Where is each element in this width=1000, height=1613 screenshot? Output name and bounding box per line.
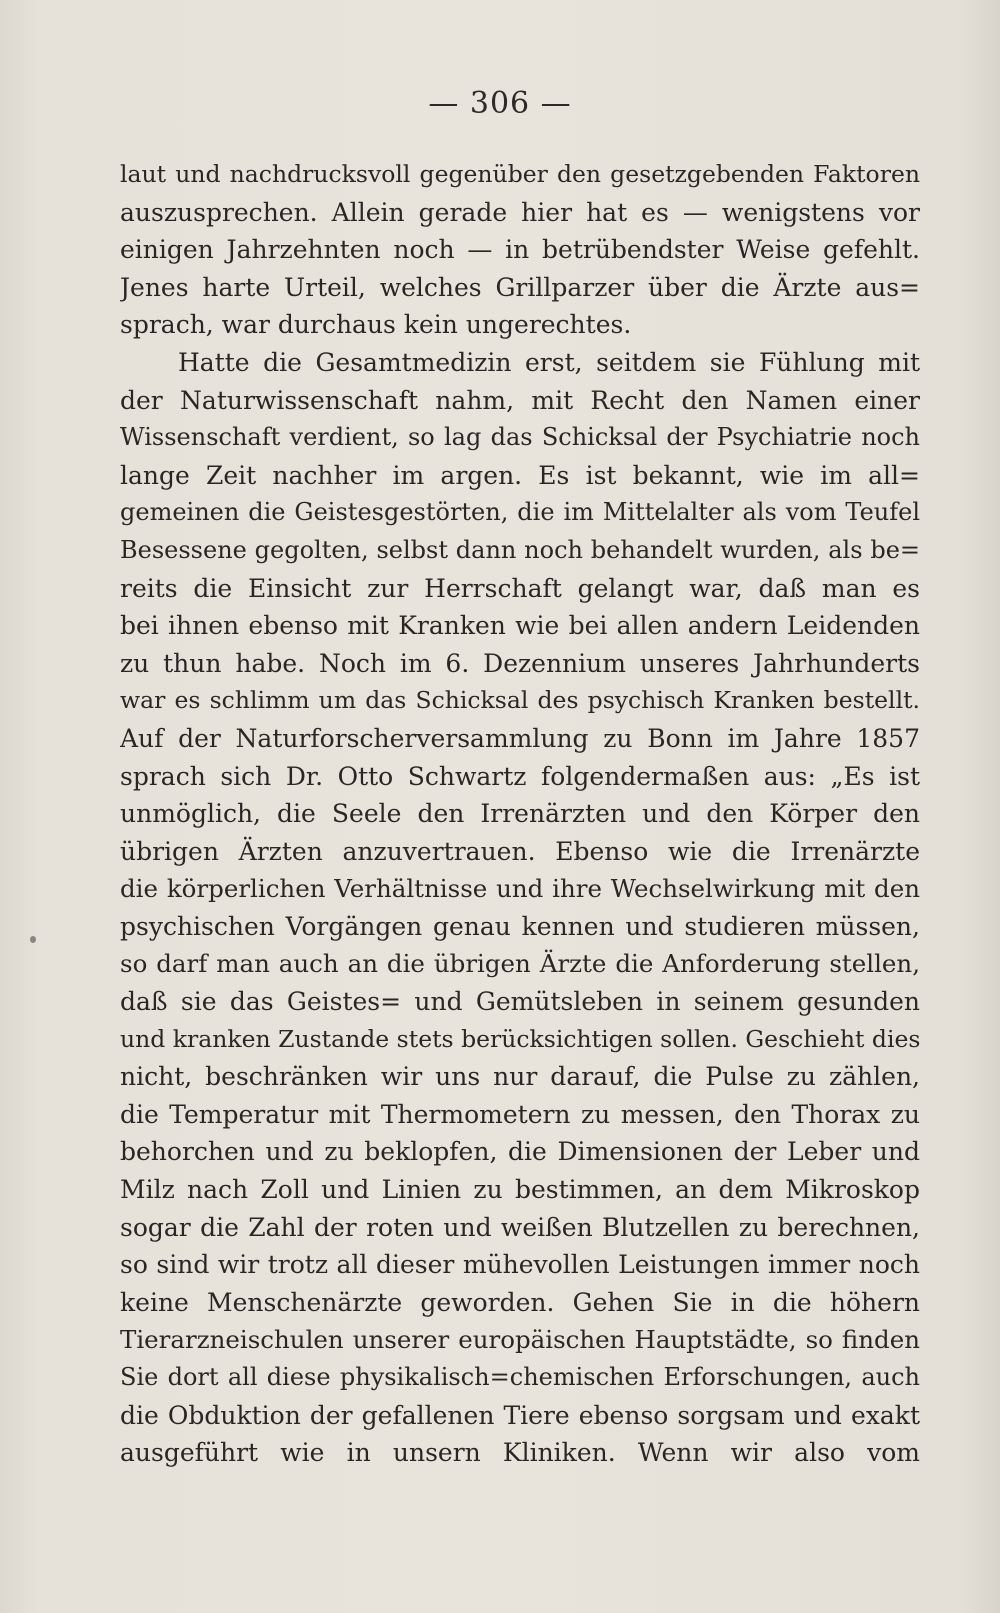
text-line: sogar die Zahl der roten und weißen Blutzellen zu berechnen,	[120, 1212, 920, 1242]
body-text	[120, 156, 920, 1472]
text-line: Jenes harte Urteil, welches Grillparzer über die Ärzte aus=	[120, 272, 920, 302]
text-line: laut und nachdrucksvoll gegenüber den gesetzgebenden Faktoren	[120, 160, 920, 188]
text-line: sprach, war durchaus kein ungerechtes.	[120, 310, 632, 340]
paragraph-start-line: Hatte die Gesamtmedizin erst, seitdem sie Fühlung mit	[178, 347, 920, 377]
text-line: lange Zeit nachher im argen. Es ist bekannt, wie im all=	[120, 460, 920, 490]
text-line: übrigen Ärzten anzuvertrauen. Ebenso wie die Irrenärzte	[120, 836, 920, 866]
text-line: und kranken Zustande stets berücksichtigen sollen. Geschieht dies	[120, 1024, 920, 1053]
text-line: psychischen Vorgängen genau kennen und studieren müssen,	[120, 911, 920, 941]
text-line: gemeinen die Geistesgestörten, die im Mittelalter als vom Teufel	[120, 498, 920, 527]
text-line: Besessene gegolten, selbst dann noch behandelt wurden, als be=	[120, 535, 920, 564]
text-line: Sie dort all diese physikalisch=chemischen Erforschungen, auch	[120, 1363, 920, 1391]
text-line: die Obduktion der gefallenen Tiere ebenso sorgsam und exakt	[120, 1400, 920, 1430]
text-line: einigen Jahrzehnten noch — in betrübendster Weise gefehlt.	[120, 235, 920, 265]
text-line: keine Menschenärzte geworden. Gehen Sie in die höhern	[120, 1287, 920, 1317]
text-line: behorchen und zu beklopfen, die Dimensionen der Leber und	[120, 1137, 920, 1167]
text-line: so darf man auch an die übrigen Ärzte die Anforderung stellen,	[120, 949, 920, 979]
text-line: daß sie das Geistes= und Gemütsleben in seinem gesunden	[120, 987, 920, 1017]
text-line: reits die Einsicht zur Herrschaft gelangt war, daß man es	[120, 573, 920, 603]
text-line: so sind wir trotz all dieser mühevollen Leistungen immer noch	[120, 1250, 920, 1280]
text-line: bei ihnen ebenso mit Kranken wie bei allen andern Leidenden	[120, 611, 920, 641]
page-number-header: — 306 —	[428, 86, 572, 121]
text-line: war es schlimm um das Schicksal des psychisch Kranken bestellt.	[120, 686, 920, 715]
text-line: unmöglich, die Seele den Irrenärzten und den Körper den	[120, 799, 920, 829]
text-line: zu thun habe. Noch im 6. Dezennium unseres Jahrhunderts	[120, 648, 920, 678]
text-line: sprach sich Dr. Otto Schwartz folgendermaßen aus: „Es ist	[120, 761, 920, 791]
text-line: die körperlichen Verhältnisse und ihre Wechselwirkung mit den	[120, 874, 920, 904]
text-line: Milz nach Zoll und Linien zu bestimmen, an dem Mikroskop	[120, 1175, 920, 1205]
text-line: nicht, beschränken wir uns nur darauf, die Pulse zu zählen,	[120, 1062, 920, 1092]
text-line: Auf der Naturforscherversammlung zu Bonn im Jahre 1857	[120, 723, 920, 753]
text-line: Wissenschaft verdient, so lag das Schicksal der Psychiatrie noch	[120, 423, 920, 452]
text-line: auszusprechen. Allein gerade hier hat es — wenigstens vor	[120, 197, 920, 227]
text-line: der Naturwissenschaft nahm, mit Recht den Namen einer	[120, 385, 920, 415]
paper-speck	[30, 936, 36, 943]
text-line: ausgeführt wie in unsern Kliniken. Wenn wir also vom	[120, 1438, 920, 1468]
text-line: Tierarzneischulen unserer europäischen Hauptstädte, so finden	[120, 1325, 920, 1355]
text-line: die Temperatur mit Thermometern zu messen, den Thorax zu	[120, 1099, 920, 1129]
